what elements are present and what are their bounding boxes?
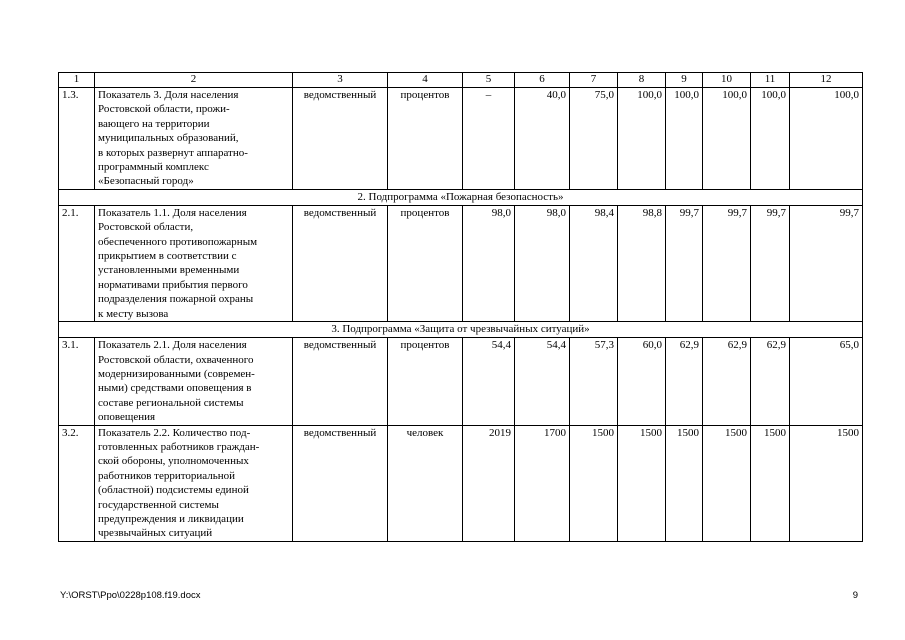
value-cell: 54,4 xyxy=(463,338,515,425)
value-cell: 65,0 xyxy=(790,338,863,425)
column-number: 8 xyxy=(618,73,666,88)
description-line: готовленных работников граждан- xyxy=(98,440,260,453)
column-number: 3 xyxy=(293,73,388,88)
value-cell: 100,0 xyxy=(666,88,703,190)
column-number: 2 xyxy=(95,73,293,88)
section-row xyxy=(59,189,863,205)
value-cell: 40,0 xyxy=(515,88,570,190)
description-line: Показатель 1.1. Доля населения xyxy=(98,206,247,219)
table-body xyxy=(59,73,863,542)
unit: процентов xyxy=(388,88,463,190)
value-cell: 98,8 xyxy=(618,205,666,321)
value-cell: 100,0 xyxy=(751,88,790,190)
description-line: составе региональной системы xyxy=(98,396,244,409)
description-line: муниципальных образований, xyxy=(98,132,239,145)
value-cell: 98,4 xyxy=(570,205,618,321)
value-cell: 99,7 xyxy=(666,205,703,321)
column-number: 10 xyxy=(703,73,751,88)
unit: процентов xyxy=(388,205,463,321)
description-line: ными) средствами оповещения в xyxy=(98,382,252,395)
value-cell: 57,3 xyxy=(570,338,618,425)
description-line: в которых развернут аппаратно- xyxy=(98,146,248,159)
value-cell: 1500 xyxy=(751,425,790,541)
row-number: 1.3. xyxy=(59,88,95,190)
column-number: 1 xyxy=(59,73,95,88)
value-cell: 100,0 xyxy=(618,88,666,190)
description-line: ской обороны, уполномоченных xyxy=(98,455,249,468)
value-cell: 54,4 xyxy=(515,338,570,425)
description-line: модернизированными (современ- xyxy=(98,367,255,380)
table-row xyxy=(59,425,863,541)
value-cell: 99,7 xyxy=(790,205,863,321)
description-line: чрезвычайных ситуаций xyxy=(98,527,213,540)
indicator-description xyxy=(95,88,293,190)
column-number: 9 xyxy=(666,73,703,88)
value-cell: – xyxy=(463,88,515,190)
value-cell: 1500 xyxy=(790,425,863,541)
value-cell: 99,7 xyxy=(751,205,790,321)
table-row xyxy=(59,205,863,321)
indicator-description xyxy=(95,205,293,321)
description-line: оповещения xyxy=(98,411,156,424)
indicator-type: ведомственный xyxy=(293,88,388,190)
value-cell: 1500 xyxy=(570,425,618,541)
value-cell: 100,0 xyxy=(790,88,863,190)
description-line: вающего на территории xyxy=(98,117,210,130)
indicator-type: ведомственный xyxy=(293,338,388,425)
value-cell: 1500 xyxy=(618,425,666,541)
description-line: Показатель 3. Доля населения xyxy=(98,89,239,101)
column-number: 7 xyxy=(570,73,618,88)
indicator-type: ведомственный xyxy=(293,205,388,321)
value-cell: 1500 xyxy=(666,425,703,541)
table-row xyxy=(59,338,863,425)
value-cell: 100,0 xyxy=(703,88,751,190)
indicators-table xyxy=(58,72,863,542)
row-number: 3.1. xyxy=(59,338,95,425)
description-line: государственной системы xyxy=(98,498,219,511)
unit: процентов xyxy=(388,338,463,425)
section-row xyxy=(59,322,863,338)
description-line: Ростовской области, охваченного xyxy=(98,353,254,366)
description-line: к месту вызова xyxy=(98,307,169,320)
indicator-type: ведомственный xyxy=(293,425,388,541)
unit: человек xyxy=(388,425,463,541)
value-cell: 62,9 xyxy=(751,338,790,425)
description-line: нормативами прибытия первого xyxy=(98,278,248,291)
column-number: 12 xyxy=(790,73,863,88)
row-number: 3.2. xyxy=(59,425,95,541)
value-cell: 62,9 xyxy=(703,338,751,425)
description-line: программный комплекс xyxy=(98,161,209,174)
description-line: (областной) подсистемы единой xyxy=(98,484,249,497)
file-path: Y:\ORST\Ppo\0228p108.f19.docx xyxy=(60,590,201,601)
description-line: обеспеченного противопожарным xyxy=(98,235,258,248)
description-line: установленными временными xyxy=(98,264,240,277)
indicator-description xyxy=(95,425,293,541)
section-title: 2. Подпрограмма «Пожарная безопасность» xyxy=(59,189,863,205)
value-cell: 60,0 xyxy=(618,338,666,425)
description-line: Ростовской области, xyxy=(98,221,194,234)
row-number: 2.1. xyxy=(59,205,95,321)
value-cell: 98,0 xyxy=(463,205,515,321)
column-number: 11 xyxy=(751,73,790,88)
value-cell: 2019 xyxy=(463,425,515,541)
column-number: 5 xyxy=(463,73,515,88)
value-cell: 1700 xyxy=(515,425,570,541)
value-cell: 1500 xyxy=(703,425,751,541)
value-cell: 99,7 xyxy=(703,205,751,321)
description-line: подразделения пожарной охраны xyxy=(98,293,254,306)
value-cell: 75,0 xyxy=(570,88,618,190)
page-number: 9 xyxy=(852,590,858,601)
column-number: 6 xyxy=(515,73,570,88)
column-number: 4 xyxy=(388,73,463,88)
indicator-description xyxy=(95,338,293,425)
description-line: работников территориальной xyxy=(98,469,236,482)
value-cell: 62,9 xyxy=(666,338,703,425)
description-line: «Безопасный город» xyxy=(98,175,194,188)
table-row xyxy=(59,88,863,190)
description-line: прикрытием в соответствии с xyxy=(98,250,237,263)
description-line: Показатель 2.1. Доля населения xyxy=(98,339,247,352)
column-number-row xyxy=(59,73,863,88)
description-line: предупреждения и ликвидации xyxy=(98,512,244,525)
description-line: Показатель 2.2. Количество под- xyxy=(98,426,251,439)
description-line: Ростовской области, прожи- xyxy=(98,103,230,116)
section-title: 3. Подпрограмма «Защита от чрезвычайных ситуаций» xyxy=(59,322,863,338)
value-cell: 98,0 xyxy=(515,205,570,321)
